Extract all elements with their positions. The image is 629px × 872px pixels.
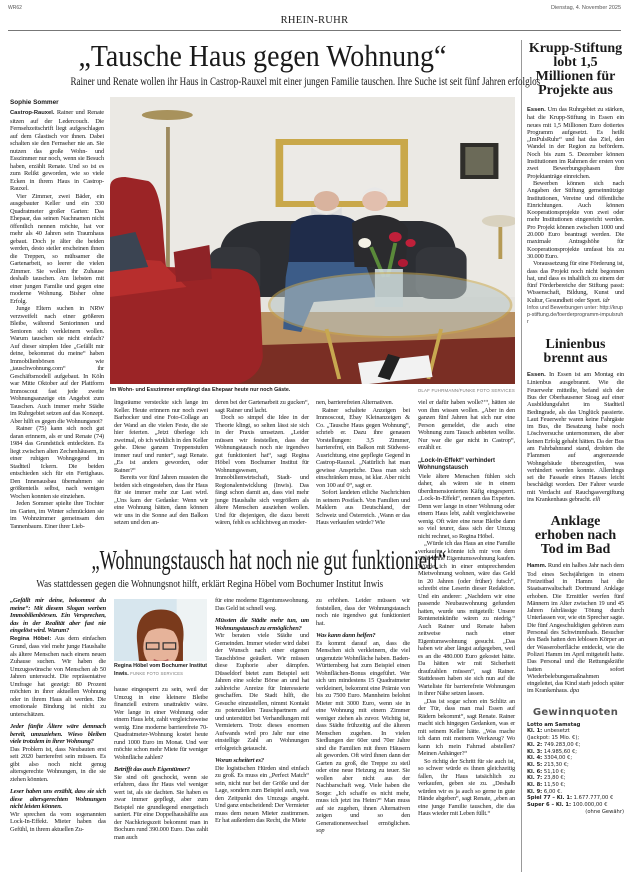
author-initials: sop	[316, 827, 325, 834]
paragraph	[316, 640, 410, 835]
lotto-row	[527, 755, 624, 762]
interview-column-2	[114, 686, 208, 841]
lotto-row	[527, 742, 624, 749]
page-number: WR62	[8, 5, 22, 11]
lotto-row	[527, 795, 624, 802]
portrait-regina-hoebel	[114, 599, 207, 661]
sidebar	[527, 40, 624, 816]
column-divider	[521, 40, 522, 872]
dateline: Castrop-Rauxel.	[10, 110, 55, 116]
paragraph	[114, 686, 208, 761]
portrait-photo	[114, 599, 207, 661]
dateline: Essen.	[527, 107, 546, 113]
krupp-info-link[interactable]: Infos und Bewerbungen unter: http://krupp-stiftung.de/foerderprogramm-impulsruhr	[527, 305, 624, 326]
paragraph-text: Vier Zimmer, zwei Bäder, ein ausgebauter Keller und ein 330 Quadratmeter großer Garten: Das Ehepaar, das seinen Nachnamen nicht öffentlich nennen möchte, hat vor mehr als 40 Jahren sein Traumhaus gebaut. Doch je älter die beiden werden, desto steiler erscheinen ihnen die Treppen, so mühsamer die Gartenarbeit, so leerer die vielen Zimmer. Sie wollen ihr Zuhause deshalb tauschen. Am liebsten mit einer jungen Familie und gegen eine moderne Wohnung. Bisher ohne Erfolg.	[10, 192, 104, 305]
lotto-class: Kl. 8:	[527, 782, 543, 789]
article-column-3	[215, 399, 309, 527]
author-initials: dpa	[569, 687, 579, 695]
lotto-payout: 6,00 €.	[543, 788, 563, 795]
paragraph-text: Sie sind oft geschockt, wenn sie erfahren, dass ihr Haus viel weniger wert ist, als sie dachten. Sie haben es zwar immer gepflegt, aber zum Beispiel nie grundlegend energetisch saniert. Für eine Doppelhaushälfte aus der Nachkriegszeit bekommt man in Bochum rund 390.000 Euro. Das zahlt man auch	[114, 773, 208, 841]
paragraph	[316, 489, 410, 527]
paragraph	[10, 425, 104, 500]
lotto-class: Kl. 9:	[527, 788, 543, 795]
paragraph-text: Sofort landeten etliche Nachrichten in seinem Postfach. Von Familien und Maklern aus Deutschland, der Schweiz und Österreich. ‚Wann er das Haus verkaufen würde? Wie	[316, 489, 410, 526]
paragraph	[527, 562, 624, 694]
interview-question: Woran scheitert es?	[215, 757, 264, 764]
paragraph	[418, 698, 515, 758]
subheadline-text: Was stattdessen gegen die Wohnungsnot hilft, erklärt Regina Höbel vom Bochumer Institut Inwis	[36, 579, 384, 590]
paragraph-text: So richtig der Schritt für sie auch ist, so schwer würde es ihnen gleichzeitig fallen, ihr Haus tatsächlich zu verkaufen, geben sie zu. „Deshalb würden wir es ja auch so gerne in gute Hände abgeben“, sagt Renate, „eben an eine junge Familie tauschen, die das Haus wieder mit Leben füllt.“	[418, 757, 515, 817]
paragraph-text: Rainer (75) kann sich noch gut daran erinnern, als er und Renate (74) 1984 das Grundstück entdeckten. Es liegt zwischen alten Zechenhäusern, in einer ruhigen Wohngegend im Stadtteil Ickern. Die beiden entschieden sich für ein Fertighaus. Den Innenausbau übernahmen sie größtenteils selbst, nach wenigen Wochen konnten sie einziehen.	[10, 425, 104, 500]
paragraph	[114, 474, 208, 527]
paragraph	[527, 371, 624, 503]
paragraph	[215, 414, 309, 527]
paragraph-text: Um das Ruhrgebiet zu stärken, hat die Krupp-Stiftung in Essen ein neues mit 1,5 Millionen Euro dotiertes Programm aufgesetzt. Es heißt „ImPulsRuhr“ und hat das Ziel, den Wandel in der Region zu befördern. Noch bis zum 5. Dezember können Institutionen im Rahmen der ersten von zwei Bewerbungsphasen ihre Projektanträge einreichen.	[527, 106, 624, 180]
lotto-results	[527, 722, 624, 816]
paragraph	[10, 746, 106, 784]
paragraph	[527, 180, 624, 260]
paragraph-text: Aus dem einfachen Grund, dass viel mehr junge Haushalte als ältere Menschen nach einem neuen Zuhause suchen. Wir haben die Umzugswünsche von Menschen ab 50 Jahren untersucht. Die repräsentative Umfrage hat gezeigt: 80 Prozent möchten in ihrer aktuellen Wohnung oder in ihrem Haus alt werden. Die emotionale Bindung ist nicht zu unterschätzen.	[10, 634, 106, 718]
paragraph-text: Junge Eltern suchen in NRW verzweifelt nach einer größeren Bleibe, während Seniorinnen und Senioren sich verkleinern wollen. Warum tauschen sie nicht einfach? Auf dieser simplen Idee „Gefällt mir deine, bekommst du meine“ haben Immobilienbörsen wie „tauschwohnung.com“ ihr Geschäftsmodell aufgebaut. In Köln war Mitte Oktober auf der Plattform Immoscout fast jede zweite Wohnungsanzeige ein Angebot zum Tauschen. Auch immer mehr Städte im Ruhrgebiet setzen auf das Konzept. Aber hilft es gegen die Wohnungsnot?	[10, 305, 104, 425]
lotto-class: Kl. 5:	[527, 761, 543, 768]
article-column-5	[418, 399, 515, 818]
paragraph	[215, 765, 309, 825]
lotto-payout: 51,10 €;	[543, 768, 566, 775]
paragraph	[527, 260, 624, 304]
lotto-row	[527, 728, 624, 735]
paragraph	[215, 597, 309, 612]
paragraph	[10, 811, 106, 834]
lotto-class: Spiel 77 – Kl. 1:	[527, 795, 573, 802]
lotto-row	[527, 775, 624, 782]
paragraph-text: Rainer schaltete Anzeigen bei Immoscout, Ebay Kleinanzeigen & Co. „Tausche Haus gegen Wohnung“, schrieb er. Dazu ihre genauen Vorstellungen: 3,5 Zimmer, barrierefrei, ein Balkon mit Südwest-Ausrichtung, eine gepflegte Gegend in Castrop-Rauxel. „Natürlich hat man gewisse Ansprüche. Dass man sich einschränken muss, ist klar. Aber nicht von 100 auf 0“, sagt er.	[316, 406, 410, 489]
lotto-class: Kl. 3:	[527, 748, 543, 755]
paragraph	[316, 407, 410, 490]
interview-question: Jeder fünfte Ältere wäre demnach bereit, umzuziehen. Wieso bleiben viele trotzdem in ihrer Wohnung?	[10, 723, 106, 745]
lotto-row	[527, 762, 624, 769]
lotto-row	[527, 749, 624, 756]
paragraph	[316, 399, 410, 407]
interview-question: „Gefällt mir deine, bekommst du meine“: Mit diesem Slogan werben Immobilienbörsen. Ein Versprechen, das in der Realität aber fast nie eingelöst wird. Warum?	[10, 597, 106, 634]
lotto-class: Kl. 2:	[527, 741, 543, 748]
paragraph	[10, 109, 104, 193]
interview-column-4	[316, 597, 410, 835]
lotto-payout: unbesetzt	[543, 728, 570, 735]
interview-question: Leser haben uns erzählt, dass sie sich diese altersgerechten Wohnungen nicht leisten können.	[10, 788, 106, 810]
paragraph	[10, 500, 104, 530]
lotto-payout: (Jackpot: 15 Mio. €);	[527, 735, 580, 742]
paragraph	[316, 597, 410, 627]
photo-caption	[110, 387, 515, 394]
lotto-row	[527, 735, 624, 742]
lotto-class: Kl. 6:	[527, 768, 543, 775]
interview-column-3	[215, 597, 309, 825]
article-photo	[110, 97, 515, 384]
paragraph	[418, 758, 515, 818]
paragraph-text: Rainer und Renate sitzen auf der Ledercouch. Die Fernsehzeitschrift liegt aufgeschlagen auf dem Glastisch vor ihnen. Dabei schalten sie den Fernseher nie an. Sie nutzen das große Wohn- und Esszimmer nur noch, wenn sie Besuch haben, erzählt Renate. Und so ist es zum Relikt geworden, wie so viele Ecken in ihrem Haus in Castrop-Rauxel.	[10, 109, 104, 192]
interview-question: Betrifft das auch Eigentümer?	[114, 766, 190, 773]
portrait-caption	[114, 663, 209, 678]
paragraph-text: Wir sprechen da vom sogenannten Lock-In-Effekt. Mieter haben das Gefühl, in ihrem aktuellen Zu-	[10, 810, 106, 833]
article-column-2	[114, 399, 208, 527]
lotto-row	[527, 802, 624, 809]
paragraph-text: Wir beraten viele Städte und Gemeinden. Immer wieder wird dabei der Wunsch nach einer eigenen Tauschbörse geäußert. Wir müssen diese Euphorie aber dämpfen. Düsseldorf bietet zum Beispiel seit Jahren eine solche Börse an und hat zahlreiche Anreize für Interessierte geschaffen. Die Stadt hilft, die Gesuche einzustellen, nimmt Kontakt zu potenziellen Tauschpartnern auf und unterstützt bei Verhandlungen mit Vermietern. Trotz dieses enormen Aufwands wird pro Jahr nur eine einstellige Zahl an Wohnungen erfolgreich getauscht.	[215, 632, 309, 752]
gewinnquoten-title: Gewinnquoten	[532, 706, 619, 718]
krupp-body	[527, 106, 624, 304]
paragraph-text: nen, barrierefreien Alternativen.	[316, 399, 394, 406]
lotto-class: Super 6 – Kl. 1:	[527, 802, 572, 809]
author-byline: Sophie Sommer	[10, 99, 59, 106]
interview-question: Müssten die Städte mehr tun, um Wohnungstausch zu ermöglichen?	[215, 617, 309, 632]
paragraph-text: deren bei der Gartenarbeit zu gucken“, sagt Rainer und lacht.	[215, 399, 309, 414]
anklage-headline: Anklage erhoben nach Tod im Bad	[534, 514, 617, 558]
article-subheadline	[8, 75, 541, 89]
linienbus-article	[527, 371, 624, 503]
paragraph-text: Viele ältere Menschen fühlen sich daher, als wären sie in einem überdimensionierten Käfig eingesperrt. „Lock-In-Effekt“, nennen das Experten. Denn wer lange in einer Wohnung oder einem Haus lebt, zahlt vergleichsweise wenig. Oft wäre eine neue Bleibe dann so viel teurer, dass sich der Umzug nicht rechnet, so Regina Höbel.	[418, 472, 515, 540]
photo-credit: FUNKE FOTO SERVICES	[130, 671, 184, 676]
paragraph-text: Bereits vor fünf Jahren mussten die beiden sich eingestehen, dass ihr Haus für sie immer mehr zur Last wird. „Uns kam der Gedanke: Wenn wir eine Wohnung hätten, dann können wir uns in die Sonne auf den Balkon setzen und den an-	[114, 474, 208, 526]
lotto-payout: 100.000,00 €	[572, 802, 608, 809]
lotto-payout: 749.283,00 €;	[543, 741, 581, 748]
paragraph-text: Rund ein halbes Jahr nach dem Tod eines Sechsjährigen in einem Freizeitbad in Hamm hat die Staatsanwaltschaft Dortmund Anklage erhoben. Die Ermittler werfen fünf Männern im Alter zwischen 19 und 45 Jahren fahrlässige Tötung durch Unterlassen vor, wie ein Sprecher sagte. Die fünf Angeschuldigten gehören zum Personal des Schwimmbads. Besucher des Bads hatten den leblosen Körper an der Wasseroberfläche entdeckt, wie die Polizei Hamm im April mitgeteilt hatte. Das Personal und die Rettungskräfte hatten sofort Wiederbelebungsmaßnahmen eingeleitet, das Kind starb jedoch später im Krankenhaus.	[527, 562, 624, 695]
lotto-row	[527, 782, 624, 789]
paragraph	[527, 106, 624, 180]
lotto-class: Kl. 1:	[527, 728, 543, 735]
lotto-payout: 1.677.777,00 €	[573, 795, 614, 802]
paragraph-text: Doch so simpel die Idee in der Theorie klingt, so selten lässt sie sich in der Praxis umsetzen. „Leider müssen wir feststellen, dass der Wohnungstausch noch nie irgendwo gut funktioniert hat“, sagt Regina Höbel vom Bochumer Institut für Wohnungswesen, Immobilienwirtschaft, Stadt- und Regionalentwicklung (Inwis). Das fängt schon damit an, dass viel mehr junge Haushalte sich vergrößern als ältere Menschen ausziehen wollen. Und für diejenigen, die dazu bereit wären, fehlt es schlichtweg an moder-	[215, 414, 309, 526]
subheadline-text: Rainer und Renate wollen ihr Haus in Castrop-Rauxel mit einer jungen Familie tauschen. Ihre Suche ist seit fünf Jahren erfolglos	[70, 76, 541, 88]
living-room-photo	[110, 97, 515, 384]
paragraph-text: „Würde ich das Haus an eine Familie verkaufen, könnte ich mir von dem Geld keine Eigentumswohnung kaufen. Würde ich in einer entsprechenden Mietwohnung wohnen, wäre das Geld in 20 Jahren (oder früher) futsch“, schreibt eine Leserin dieser Redaktion. Und ein anderer: „Nachdem wir eine passende Neubauwohnung gefunden hatten, wurde uns mitgeteilt: Unsere Renteneinkünfte wären zu niedrig.“ Auch Rainer und Renate haben zeitweise nach einer Eigentumswohnung gesucht. „Das haben wir aber längst aufgegeben, weil es an die 480.000 Euro gekostet hätte. Da hätten wir mit Sicherheit draufzahlen müssen“, sagt Rainer. Stattdessen haben sie sich nun auf die Warteliste für barrierefreie Wohnungen in ihrer Nähe setzen lassen.	[418, 540, 515, 697]
paragraph-text: „Das ist sogar schon ein Schlitz an der Tür, dass man mal Essen auf Rädern bekommt“, sagt Renate. Rainer macht sich hingegen Gedanken, was er mit seinem Keller hätte. „Was mache ich dann mit meinem Werkzeug? Wo kann ich mein Fahrrad abstellen? Meinen Anhänger?“	[418, 697, 515, 757]
paragraph-text: In Essen ist am Montag ein Linienbus ausgebrannt. Wie die Feuerwehr mitteilte, befand sich der Bus der Oberhausener Stoag auf einer Ausbildungsfahrt im Stadtteil Bedingrade, als das Unglück passierte. Laut Feuerwehr waren keine Fahrgäste im Bus, die Besatzung habe noch Löschversuche unternommen, die aber keinen Erfolg gehabt hätten. Da der Bus am Fahrbahnrand stand, drohten die Flammen auf angrenzende Wohngebäude überzugreifen, was verhindert werden konnte. Allerdings sei die Fassade eines Hauses leicht beschädigt worden. Der Fahrer wurde mit Verdacht auf Rauchgasvergiftung ins Krankenhaus gebracht.	[527, 371, 624, 504]
article-headline	[8, 38, 516, 74]
paragraph-text: lingsräume versteckte sich lange im Keller. Heute erinnern nur noch zwei Barhocker und eine Foto-Collage an der Wand an die vielen Feste, die sie hier feierten. „Jetzt überlege ich zweimal, ob ich wirklich in den Keller gehe. Diese ganzen Treppenstufen immer rauf und runter“, sagt Renate. „Es ist anders geworden, oder Rainer?“	[114, 399, 208, 474]
paragraph	[418, 399, 515, 452]
paragraph-text: Es kommt darauf an, dass die Menschen sich verkleinern, die viel ungenutzte Wohnfläche haben. Baden-Württemberg hat zum Beispiel einen Wohnflächen-Bonus eingeführt. Wer sich um mindestens 15 Quadratmeter verkleinert, bekommt eine Prämie von bis zu 7500 Euro. Mannheim belohnt Mieter mit 3000 Euro, wenn sie in eine Wohnung mit einem Zimmer weniger ziehen als zuvor. Wichtig ist, dass Städte frühzeitig auf die älteren Menschen zugehen. In vielen Siedlungen der 60er und 70er Jahre sind die Familien mit ihren Häusern alt geworden. Oft wird ihnen dann der Garten zu groß, die Treppe zu steil oder eine neue Heizung zu teuer. Sie wollen aber nicht aus der Nachbarschaft weg. Viele haben die Sorge: „Ich schaffe es nicht mehr, muss ich jetzt ins Heim?“ Man muss auf sie zugehen, ihnen Alternativen zeigen und so den Generationenwechsel ermöglichen.	[316, 639, 410, 827]
article-column-4	[316, 399, 410, 527]
paragraph	[114, 399, 208, 474]
paragraph	[10, 635, 106, 719]
paragraph	[215, 399, 309, 414]
krupp-headline: Krupp-Stiftung lobt 1,5 Millionen für Projekte aus	[528, 41, 623, 98]
headline-text: „Wohnungstausch hat noch nie gut funktioniert“	[91, 545, 447, 575]
paragraph-text: viel er dafür haben wolle?‘“, hätten sie von ihm wissen wollen. „Aber in den ganzen fünf Jahren hat sich nur eine Person gemeldet, die auch eine Wohnung zum Tausch anbieten wollte. Nur war die gar nicht in Castrop“, erzählt er.	[418, 399, 515, 451]
lotto-row	[527, 789, 624, 796]
paragraph-text: zu erhöhen. Leider müssen wir feststellen, dass der Wohnungstausch noch nie irgendwo gut funktioniert hat.	[316, 597, 410, 627]
interview-headline	[8, 544, 447, 576]
author-initials: elli	[592, 496, 601, 504]
lotto-row	[527, 769, 624, 776]
paragraph	[10, 305, 104, 425]
caption-text: Im Wohn- und Esszimmer empfängt das Ehepaar heute nur noch Gäste.	[110, 387, 291, 393]
anklage-article	[527, 562, 624, 694]
header-rule	[8, 30, 621, 31]
interview-question: Was kann dann helfen?	[316, 632, 376, 639]
dateline: Hamm.	[527, 563, 547, 570]
lotto-payout: 213,30 €;	[543, 761, 569, 768]
paragraph	[215, 632, 309, 752]
lotto-payout: 11,50 €;	[543, 782, 566, 789]
author-initials: idr	[602, 296, 610, 304]
paragraph	[10, 193, 104, 306]
lotto-subtitle: Lotto am Samstag	[527, 721, 581, 728]
lotto-payout: 3304,00 €;	[543, 755, 573, 762]
paragraph-text: hause eingesperrt zu sein, weil der Umzug in eine kleinere Bleibe finanziell extrem unattraktiv wäre. Wer lange in einer Wohnung oder einem Haus lebt, zahlt vergleichsweise wenig. Eine moderne barrierefreie 70-Quadratmeter-Wohnung kostet heute rund 1000 Euro im Monat. Und wer möchte schon mehr Miete für weniger Wohnfläche zahlen?	[114, 686, 208, 761]
lotto-payout: 23,80 €;	[543, 775, 566, 782]
subheading: „Lock-In-Effekt“ verhindert Wohnungstausch	[418, 457, 496, 471]
paragraph-text: Die logistischen Hürden sind einfach zu groß. Es muss ein „Perfect Match“ sein, nicht nur bei der Größe und der Lage, sondern zum Beispiel auch, was den Zeitpunkt des Umzugs angeht. Und ganz entscheidend: Der Vermieter muss dem neuen Mieter zustimmen. Er hat außerdem das Recht, die Miete	[215, 764, 309, 824]
dateline: Essen.	[527, 372, 546, 379]
headline-text: „Tausche Haus gegen Wohnung“	[78, 38, 446, 73]
paragraph-text: Bewerben können sich nach Angaben der Stiftung gemeinnützige Institutionen, Vereine und öffentliche Einrichtungen. Auch können Kooperationsprojekte von zwei oder mehr Institutionen eingereicht werden. Pro Projekt können zwischen 1000 und 20.000 Euro beantragt werden. Die maximale Antragshöhe für Kooperationsprojekte umfasst bis zu 30.000 Euro.	[527, 179, 624, 260]
caption-text: Regina Höbel vom Bochumer Institut Inwis.	[114, 663, 207, 677]
interview-column-1	[10, 597, 106, 833]
paragraph-text: für eine moderne Eigentumswohnung. Das Geld ist schnell weg.	[215, 597, 309, 612]
lotto-class: Kl. 4:	[527, 755, 543, 762]
photo-credit: OLAF FUHRMANN/FUNKE FOTO SERVICES	[417, 388, 515, 393]
lotto-payout: 14.985,60 €;	[543, 748, 578, 755]
lotto-disclaimer: (ohne Gewähr)	[585, 808, 624, 815]
paragraph-text: Das Problem ist, dass Neubauten erst seit 2020 barrierefrei sein müssen. Es gibt also noch nicht genug altersgerechte Wohnungen, in die sie ziehen könnten.	[10, 745, 106, 783]
paragraph	[418, 473, 515, 541]
issue-date: Dienstag, 4. November 2025	[550, 5, 621, 11]
linienbus-headline: Linienbus brennt aus	[543, 337, 608, 367]
section-title: RHEIN-RUHR	[280, 15, 349, 26]
lotto-class: Kl. 7:	[527, 775, 543, 782]
paragraph-text: Jeden Sommer spielte ihre Tochter im Garten, im Winter schmückten sie im Wohnzimmer gemeinsam den Tannenbaum. Einer ihrer Lieb-	[10, 500, 104, 530]
paragraph	[114, 774, 208, 842]
article-column-1	[10, 109, 104, 530]
paragraph-text: Voraussetzung für eine Förderung ist, dass das Projekt noch nicht begonnen hat, und dass es inhaltlich zu einem der fünf Förderbereiche der Stiftung passt: Wissenschaft, Bildung, Kunst und Kultur, Gesundheit oder Sport.	[527, 260, 624, 304]
interview-subheadline	[8, 579, 412, 591]
lotto-rows	[527, 728, 624, 808]
interview-speaker: Regina Höbel:	[10, 635, 52, 642]
